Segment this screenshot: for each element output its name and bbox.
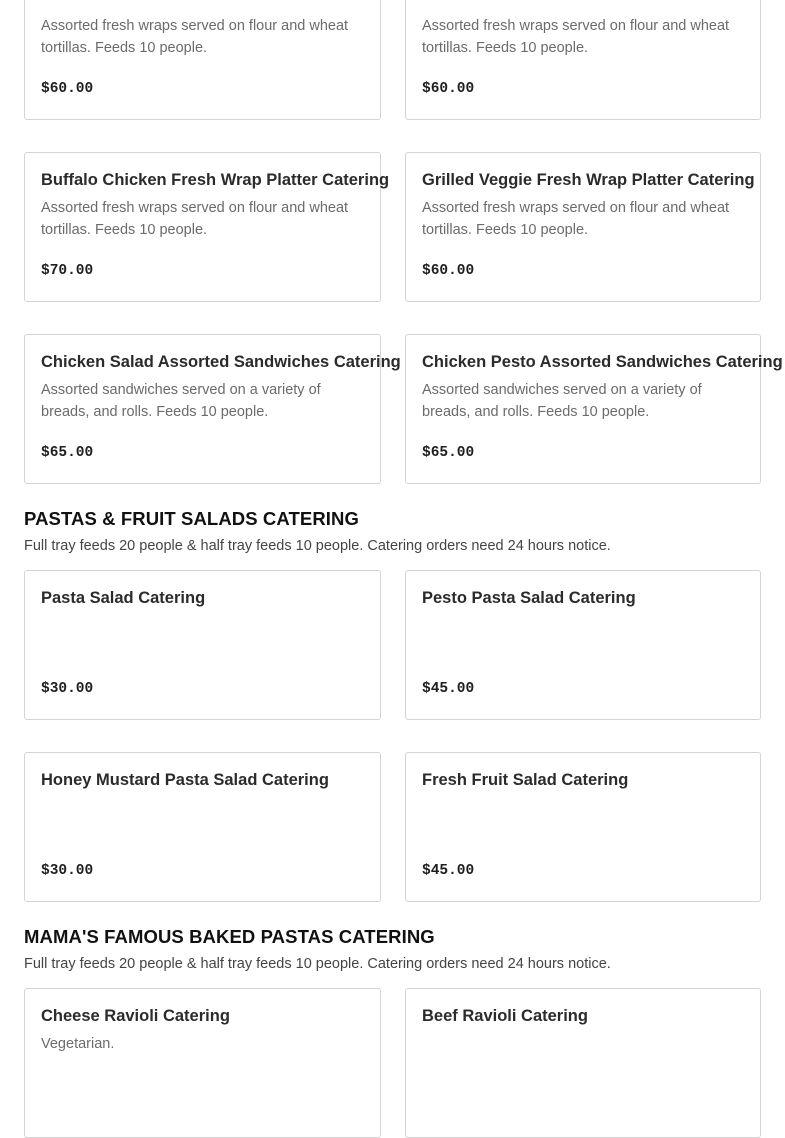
menu-item-price: $30.00 bbox=[41, 863, 94, 879]
section-header bbox=[24, 925, 761, 974]
menu-item-price: $60.00 bbox=[422, 81, 475, 97]
menu-item-description: Assorted sandwiches served on a variety of breads, and rolls. Feeds 10 people. bbox=[41, 382, 321, 420]
menu-item-name: Cheese Ravioli Catering bbox=[41, 1007, 230, 1025]
menu-item-description: Assorted fresh wraps served on flour and wheat tortillas. Feeds 10 people. bbox=[422, 200, 730, 238]
menu-item-description: Vegetarian. bbox=[41, 1036, 115, 1052]
menu-item-card[interactable] bbox=[405, 988, 761, 1138]
menu-item-price: $65.00 bbox=[41, 445, 94, 461]
menu-item-card[interactable] bbox=[405, 570, 761, 720]
menu-grid-baked-pastas bbox=[24, 988, 761, 1138]
menu-item-price: $60.00 bbox=[422, 263, 475, 279]
section-header bbox=[24, 507, 761, 556]
menu-item-card[interactable] bbox=[24, 334, 401, 484]
menu-item-price: $60.00 bbox=[41, 81, 94, 97]
menu-item-name: Chicken Pesto Assorted Sandwiches Catering bbox=[422, 353, 783, 371]
menu-item-name: Beef Ravioli Catering bbox=[422, 1007, 588, 1025]
menu-item-card[interactable] bbox=[405, 334, 783, 484]
menu-item-card[interactable] bbox=[405, 0, 761, 120]
menu-item-name: Fresh Fruit Salad Catering bbox=[422, 771, 629, 789]
section-description: Full tray feeds 20 people & half tray feeds 10 people. Catering orders need 24 hours notice. bbox=[24, 538, 611, 554]
section-title: MAMA'S FAMOUS BAKED PASTAS CATERING bbox=[24, 926, 435, 947]
menu-item-name: Pesto Pasta Salad Catering bbox=[422, 589, 636, 607]
section-title: PASTAS & FRUIT SALADS CATERING bbox=[24, 508, 359, 529]
menu-item-card[interactable] bbox=[24, 570, 381, 720]
menu-grid-wraps-sandwiches bbox=[24, 0, 783, 484]
menu-item-description: Assorted sandwiches served on a variety of breads, and rolls. Feeds 10 people. bbox=[422, 382, 702, 420]
menu-item-price: $65.00 bbox=[422, 445, 475, 461]
section-description: Full tray feeds 20 people & half tray feeds 10 people. Catering orders need 24 hours notice. bbox=[24, 956, 611, 972]
menu-item-card[interactable] bbox=[24, 0, 381, 120]
menu-item-name: Grilled Veggie Fresh Wrap Platter Catering bbox=[422, 171, 755, 189]
menu-item-name: Buffalo Chicken Fresh Wrap Platter Catering bbox=[41, 171, 390, 189]
menu-item-price: $30.00 bbox=[41, 681, 94, 697]
menu-item-name: Chicken Salad Assorted Sandwiches Catering bbox=[41, 353, 401, 371]
menu-item-card[interactable] bbox=[405, 752, 761, 902]
menu-item-price: $70.00 bbox=[41, 263, 94, 279]
menu-item-price: $45.00 bbox=[422, 681, 475, 697]
menu-item-card[interactable] bbox=[405, 152, 761, 302]
menu-item-description: Assorted fresh wraps served on flour and wheat tortillas. Feeds 10 people. bbox=[41, 18, 349, 56]
menu-item-price: $45.00 bbox=[422, 863, 475, 879]
menu-item-card[interactable] bbox=[24, 988, 381, 1138]
menu-item-description: Assorted fresh wraps served on flour and wheat tortillas. Feeds 10 people. bbox=[41, 200, 349, 238]
menu-item-card[interactable] bbox=[24, 152, 390, 302]
menu-grid-pastas-fruit-salads bbox=[24, 570, 761, 902]
menu-item-card[interactable] bbox=[24, 752, 381, 902]
menu-item-name: Honey Mustard Pasta Salad Catering bbox=[41, 771, 329, 789]
menu-item-description: Assorted fresh wraps served on flour and wheat tortillas. Feeds 10 people. bbox=[422, 18, 730, 56]
menu-item-name: Pasta Salad Catering bbox=[41, 589, 206, 607]
